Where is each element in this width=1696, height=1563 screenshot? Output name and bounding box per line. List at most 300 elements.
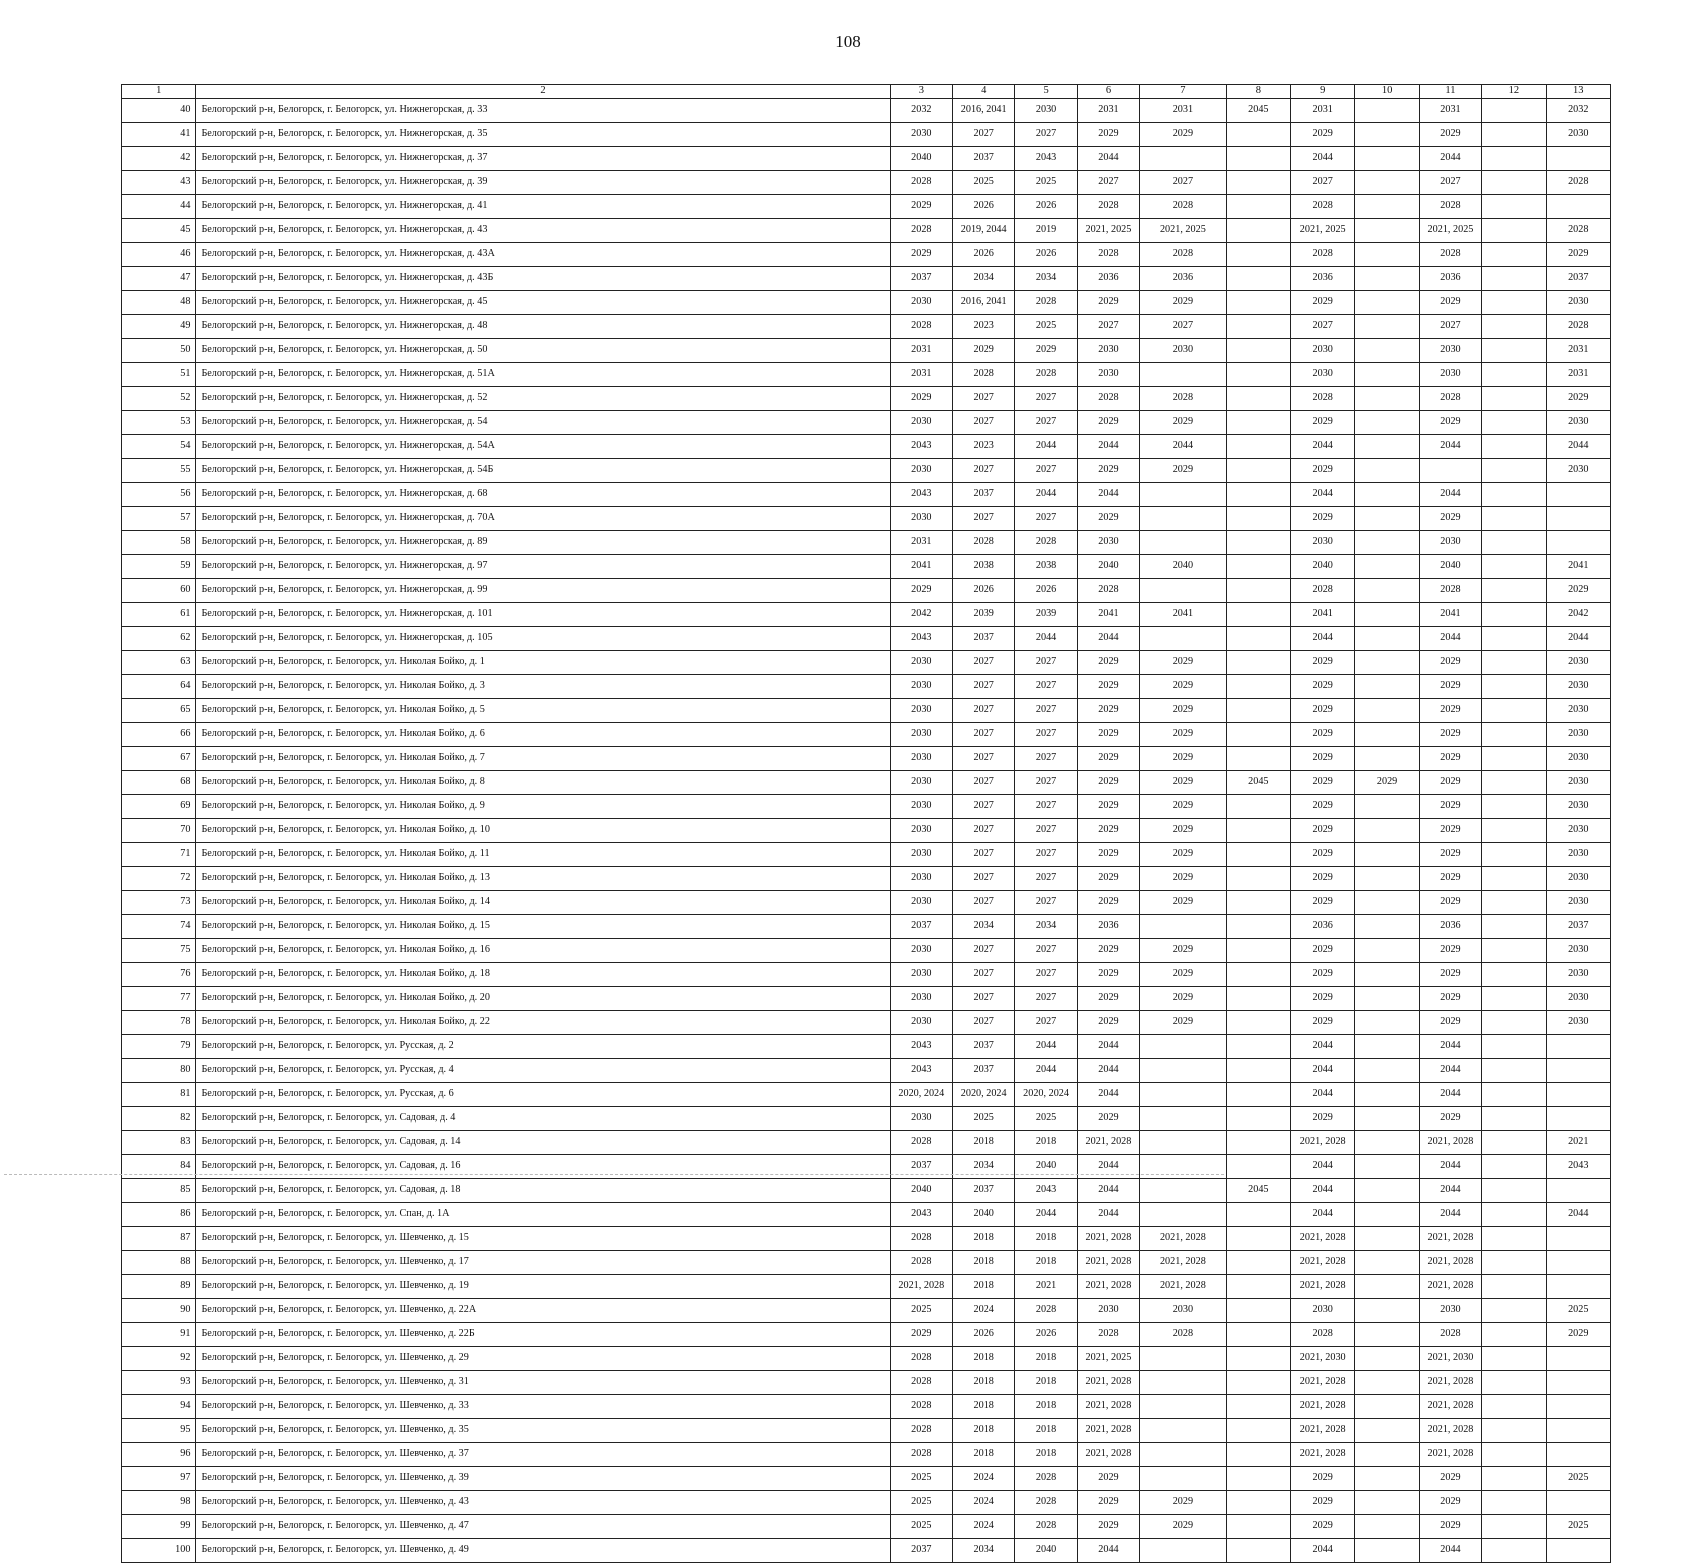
year-cell-col-3: 2030 <box>890 818 952 842</box>
year-cell-col-3: 2030 <box>890 938 952 962</box>
year-cell-col-9: 2021, 2028 <box>1291 1394 1355 1418</box>
year-cell-col-10 <box>1355 722 1419 746</box>
year-cell-col-12 <box>1482 362 1546 386</box>
year-cell-col-7: 2029 <box>1140 650 1227 674</box>
year-cell-col-8 <box>1226 890 1290 914</box>
year-cell-col-6: 2021, 2028 <box>1077 1274 1139 1298</box>
year-cell-col-11: 2041 <box>1419 602 1481 626</box>
year-cell-col-10 <box>1355 1418 1419 1442</box>
year-cell-col-12 <box>1482 146 1546 170</box>
table-row <box>122 434 1611 458</box>
year-cell-col-12 <box>1482 1202 1546 1226</box>
year-cell-col-6: 2029 <box>1077 674 1139 698</box>
year-cell-col-9: 2029 <box>1291 674 1355 698</box>
address-cell: Белогорский р-н, Белогорск, г. Белогорск, ул. Николая Бойко, д. 18 <box>196 962 890 986</box>
year-cell-col-11: 2029 <box>1419 890 1481 914</box>
year-cell-col-3: 2031 <box>890 530 952 554</box>
year-cell-col-5: 2034 <box>1015 266 1077 290</box>
year-cell-col-4: 2024 <box>953 1298 1015 1322</box>
year-cell-col-10 <box>1355 338 1419 362</box>
year-cell-col-9: 2044 <box>1291 146 1355 170</box>
year-cell-col-10 <box>1355 98 1419 122</box>
year-cell-col-11: 2030 <box>1419 338 1481 362</box>
year-cell-col-12 <box>1482 1370 1546 1394</box>
year-cell-col-10 <box>1355 794 1419 818</box>
year-cell-col-3: 2025 <box>890 1298 952 1322</box>
year-cell-col-11: 2028 <box>1419 194 1481 218</box>
table-row <box>122 386 1611 410</box>
year-cell-col-4: 2027 <box>953 818 1015 842</box>
table-row <box>122 338 1611 362</box>
year-cell-col-7 <box>1140 1202 1227 1226</box>
year-cell-col-7: 2029 <box>1140 818 1227 842</box>
year-cell-col-8 <box>1226 482 1290 506</box>
year-cell-col-13: 2030 <box>1546 818 1610 842</box>
year-cell-col-10 <box>1355 314 1419 338</box>
year-cell-col-11: 2029 <box>1419 506 1481 530</box>
year-cell-col-11: 2029 <box>1419 1490 1481 1514</box>
year-cell-col-10 <box>1355 506 1419 530</box>
year-cell-col-7: 2029 <box>1140 458 1227 482</box>
year-cell-col-8 <box>1226 1418 1290 1442</box>
year-cell-col-6: 2021, 2028 <box>1077 1226 1139 1250</box>
year-cell-col-12 <box>1482 170 1546 194</box>
row-number-cell: 63 <box>122 650 196 674</box>
year-cell-col-12 <box>1482 1514 1546 1538</box>
year-cell-col-12 <box>1482 1034 1546 1058</box>
table-row <box>122 1322 1611 1346</box>
year-cell-col-3: 2030 <box>890 458 952 482</box>
year-cell-col-10 <box>1355 1226 1419 1250</box>
year-cell-col-11: 2044 <box>1419 1082 1481 1106</box>
address-cell: Белогорский р-н, Белогорск, г. Белогорск, ул. Шевченко, д. 15 <box>196 1226 890 1250</box>
year-cell-col-12 <box>1482 314 1546 338</box>
year-cell-col-5: 2025 <box>1015 1106 1077 1130</box>
year-cell-col-11: 2030 <box>1419 362 1481 386</box>
year-cell-col-10 <box>1355 362 1419 386</box>
row-number-cell: 60 <box>122 578 196 602</box>
year-cell-col-10 <box>1355 122 1419 146</box>
table-row <box>122 602 1611 626</box>
row-number-cell: 89 <box>122 1274 196 1298</box>
table-row <box>122 314 1611 338</box>
year-cell-col-12 <box>1482 266 1546 290</box>
year-cell-col-13: 2025 <box>1546 1514 1610 1538</box>
year-cell-col-9: 2028 <box>1291 1322 1355 1346</box>
scan-edge-line <box>4 1174 1224 1175</box>
year-cell-col-7: 2030 <box>1140 338 1227 362</box>
year-cell-col-11: 2029 <box>1419 122 1481 146</box>
year-cell-col-12 <box>1482 842 1546 866</box>
year-cell-col-9: 2021, 2028 <box>1291 1442 1355 1466</box>
year-cell-col-7: 2029 <box>1140 746 1227 770</box>
year-cell-col-11: 2029 <box>1419 794 1481 818</box>
year-cell-col-8 <box>1226 1202 1290 1226</box>
year-cell-col-9: 2030 <box>1291 1298 1355 1322</box>
year-cell-col-7: 2028 <box>1140 386 1227 410</box>
year-cell-col-13: 2025 <box>1546 1466 1610 1490</box>
year-cell-col-5: 2026 <box>1015 242 1077 266</box>
year-cell-col-11: 2040 <box>1419 554 1481 578</box>
table-row <box>122 1250 1611 1274</box>
year-cell-col-8 <box>1226 362 1290 386</box>
year-cell-col-5: 2028 <box>1015 1490 1077 1514</box>
year-cell-col-10 <box>1355 290 1419 314</box>
year-cell-col-8 <box>1226 914 1290 938</box>
year-cell-col-9: 2021, 2025 <box>1291 218 1355 242</box>
year-cell-col-11: 2028 <box>1419 386 1481 410</box>
year-cell-col-4: 2016, 2041 <box>953 290 1015 314</box>
year-cell-col-6: 2021, 2028 <box>1077 1250 1139 1274</box>
row-number-cell: 98 <box>122 1490 196 1514</box>
year-cell-col-10: 2029 <box>1355 770 1419 794</box>
year-cell-col-4: 2023 <box>953 314 1015 338</box>
year-cell-col-9: 2030 <box>1291 362 1355 386</box>
year-cell-col-3: 2030 <box>890 722 952 746</box>
row-number-cell: 82 <box>122 1106 196 1130</box>
year-cell-col-11: 2044 <box>1419 626 1481 650</box>
address-cell: Белогорский р-н, Белогорск, г. Белогорск, ул. Нижнегорская, д. 54 <box>196 410 890 434</box>
table-row <box>122 674 1611 698</box>
year-cell-col-12 <box>1482 962 1546 986</box>
year-cell-col-7 <box>1140 1538 1227 1562</box>
year-cell-col-7: 2029 <box>1140 290 1227 314</box>
address-cell: Белогорский р-н, Белогорск, г. Белогорск, ул. Нижнегорская, д. 33 <box>196 98 890 122</box>
year-cell-col-6: 2029 <box>1077 722 1139 746</box>
year-cell-col-4: 2034 <box>953 914 1015 938</box>
table-row <box>122 242 1611 266</box>
row-number-cell: 77 <box>122 986 196 1010</box>
year-cell-col-3: 2021, 2028 <box>890 1274 952 1298</box>
year-cell-col-5: 2043 <box>1015 1178 1077 1202</box>
year-cell-col-11: 2029 <box>1419 698 1481 722</box>
year-cell-col-11: 2036 <box>1419 266 1481 290</box>
year-cell-col-5: 2020, 2024 <box>1015 1082 1077 1106</box>
year-cell-col-5: 2040 <box>1015 1538 1077 1562</box>
year-cell-col-6: 2029 <box>1077 986 1139 1010</box>
year-cell-col-8 <box>1226 698 1290 722</box>
year-cell-col-11: 2029 <box>1419 1106 1481 1130</box>
year-cell-col-13 <box>1546 1034 1610 1058</box>
year-cell-col-13: 2030 <box>1546 650 1610 674</box>
column-header-3: 3 <box>890 85 952 99</box>
year-cell-col-13: 2044 <box>1546 626 1610 650</box>
row-number-cell: 100 <box>122 1538 196 1562</box>
year-cell-col-3: 2028 <box>890 1130 952 1154</box>
year-cell-col-11: 2044 <box>1419 434 1481 458</box>
year-cell-col-6: 2030 <box>1077 362 1139 386</box>
year-cell-col-8 <box>1226 170 1290 194</box>
address-cell: Белогорский р-н, Белогорск, г. Белогорск, ул. Нижнегорская, д. 68 <box>196 482 890 506</box>
table-row <box>122 1346 1611 1370</box>
table-row <box>122 218 1611 242</box>
year-cell-col-13 <box>1546 1490 1610 1514</box>
year-cell-col-11: 2030 <box>1419 530 1481 554</box>
year-cell-col-3: 2031 <box>890 338 952 362</box>
row-number-cell: 99 <box>122 1514 196 1538</box>
year-cell-col-6: 2029 <box>1077 458 1139 482</box>
year-cell-col-11: 2029 <box>1419 818 1481 842</box>
year-cell-col-10 <box>1355 626 1419 650</box>
year-cell-col-5: 2040 <box>1015 1154 1077 1178</box>
year-cell-col-4: 2027 <box>953 746 1015 770</box>
year-cell-col-4: 2027 <box>953 842 1015 866</box>
year-cell-col-10 <box>1355 842 1419 866</box>
year-cell-col-11: 2027 <box>1419 170 1481 194</box>
year-cell-col-6: 2028 <box>1077 1322 1139 1346</box>
row-number-cell: 94 <box>122 1394 196 1418</box>
year-cell-col-7: 2029 <box>1140 842 1227 866</box>
year-cell-col-12 <box>1482 410 1546 434</box>
row-number-cell: 88 <box>122 1250 196 1274</box>
year-cell-col-7: 2029 <box>1140 890 1227 914</box>
year-cell-col-5: 2028 <box>1015 362 1077 386</box>
year-cell-col-6: 2027 <box>1077 170 1139 194</box>
year-cell-col-4: 2034 <box>953 1154 1015 1178</box>
year-cell-col-11: 2021, 2028 <box>1419 1274 1481 1298</box>
table-row <box>122 986 1611 1010</box>
row-number-cell: 48 <box>122 290 196 314</box>
year-cell-col-12 <box>1482 434 1546 458</box>
year-cell-col-7: 2021, 2028 <box>1140 1226 1227 1250</box>
table-row <box>122 410 1611 434</box>
year-cell-col-6: 2030 <box>1077 1298 1139 1322</box>
year-cell-col-3: 2030 <box>890 866 952 890</box>
year-cell-col-3: 2028 <box>890 1370 952 1394</box>
year-cell-col-13 <box>1546 482 1610 506</box>
year-cell-col-9: 2021, 2030 <box>1291 1346 1355 1370</box>
year-cell-col-12 <box>1482 1466 1546 1490</box>
year-cell-col-8 <box>1226 1106 1290 1130</box>
year-cell-col-7 <box>1140 626 1227 650</box>
year-cell-col-13: 2032 <box>1546 98 1610 122</box>
year-cell-col-7: 2021, 2025 <box>1140 218 1227 242</box>
year-cell-col-13: 2028 <box>1546 314 1610 338</box>
row-number-cell: 80 <box>122 1058 196 1082</box>
year-cell-col-4: 2018 <box>953 1394 1015 1418</box>
year-cell-col-8 <box>1226 1058 1290 1082</box>
address-cell: Белогорский р-н, Белогорск, г. Белогорск, ул. Николая Бойко, д. 20 <box>196 986 890 1010</box>
year-cell-col-6: 2044 <box>1077 1034 1139 1058</box>
year-cell-col-6: 2029 <box>1077 506 1139 530</box>
year-cell-col-13 <box>1546 1274 1610 1298</box>
year-cell-col-5: 2018 <box>1015 1442 1077 1466</box>
year-cell-col-3: 2030 <box>890 842 952 866</box>
year-cell-col-3: 2030 <box>890 506 952 530</box>
year-cell-col-12 <box>1482 1442 1546 1466</box>
year-cell-col-8 <box>1226 1322 1290 1346</box>
table-header-row <box>122 85 1611 99</box>
year-cell-col-3: 2043 <box>890 482 952 506</box>
year-cell-col-6: 2044 <box>1077 1538 1139 1562</box>
year-cell-col-5: 2018 <box>1015 1250 1077 1274</box>
year-cell-col-9: 2044 <box>1291 482 1355 506</box>
year-cell-col-9: 2029 <box>1291 410 1355 434</box>
year-cell-col-4: 2027 <box>953 650 1015 674</box>
table-row <box>122 290 1611 314</box>
year-cell-col-9: 2027 <box>1291 170 1355 194</box>
year-cell-col-10 <box>1355 1466 1419 1490</box>
table-row <box>122 1490 1611 1514</box>
row-number-cell: 79 <box>122 1034 196 1058</box>
year-cell-col-6: 2029 <box>1077 290 1139 314</box>
year-cell-col-3: 2042 <box>890 602 952 626</box>
year-cell-col-9: 2021, 2028 <box>1291 1226 1355 1250</box>
year-cell-col-10 <box>1355 650 1419 674</box>
year-cell-col-10 <box>1355 146 1419 170</box>
year-cell-col-12 <box>1482 746 1546 770</box>
year-cell-col-9: 2029 <box>1291 962 1355 986</box>
year-cell-col-9: 2027 <box>1291 314 1355 338</box>
column-header-7: 7 <box>1140 85 1227 99</box>
year-cell-col-7: 2028 <box>1140 1322 1227 1346</box>
row-number-cell: 68 <box>122 770 196 794</box>
row-number-cell: 95 <box>122 1418 196 1442</box>
year-cell-col-4: 2027 <box>953 986 1015 1010</box>
year-cell-col-6: 2029 <box>1077 890 1139 914</box>
year-cell-col-3: 2030 <box>890 290 952 314</box>
year-cell-col-11: 2029 <box>1419 866 1481 890</box>
table-row <box>122 1298 1611 1322</box>
year-cell-col-12 <box>1482 506 1546 530</box>
table-row <box>122 506 1611 530</box>
row-number-cell: 90 <box>122 1298 196 1322</box>
year-cell-col-11: 2021, 2028 <box>1419 1250 1481 1274</box>
year-cell-col-9: 2029 <box>1291 866 1355 890</box>
year-cell-col-4: 2026 <box>953 578 1015 602</box>
year-cell-col-3: 2037 <box>890 1538 952 1562</box>
year-cell-col-13: 2030 <box>1546 866 1610 890</box>
year-cell-col-6: 2021, 2028 <box>1077 1394 1139 1418</box>
year-cell-col-7 <box>1140 1058 1227 1082</box>
year-cell-col-4: 2039 <box>953 602 1015 626</box>
row-number-cell: 66 <box>122 722 196 746</box>
year-cell-col-8 <box>1226 1466 1290 1490</box>
year-cell-col-7: 2029 <box>1140 794 1227 818</box>
year-cell-col-6: 2029 <box>1077 1106 1139 1130</box>
address-cell: Белогорский р-н, Белогорск, г. Белогорск, ул. Нижнегорская, д. 35 <box>196 122 890 146</box>
year-cell-col-12 <box>1482 338 1546 362</box>
address-cell: Белогорский р-н, Белогорск, г. Белогорск, ул. Нижнегорская, д. 48 <box>196 314 890 338</box>
year-cell-col-10 <box>1355 1202 1419 1226</box>
year-cell-col-12 <box>1482 626 1546 650</box>
year-cell-col-5: 2021 <box>1015 1274 1077 1298</box>
year-cell-col-6: 2036 <box>1077 266 1139 290</box>
year-cell-col-8 <box>1226 1226 1290 1250</box>
year-cell-col-9: 2029 <box>1291 1466 1355 1490</box>
year-cell-col-4: 2023 <box>953 434 1015 458</box>
year-cell-col-10 <box>1355 1346 1419 1370</box>
address-cell: Белогорский р-н, Белогорск, г. Белогорск, ул. Нижнегорская, д. 43Б <box>196 266 890 290</box>
year-cell-col-7: 2029 <box>1140 698 1227 722</box>
year-cell-col-7: 2029 <box>1140 1514 1227 1538</box>
year-cell-col-9: 2044 <box>1291 1058 1355 1082</box>
year-cell-col-6: 2028 <box>1077 578 1139 602</box>
year-cell-col-12 <box>1482 578 1546 602</box>
table-row <box>122 1058 1611 1082</box>
year-cell-col-6: 2044 <box>1077 146 1139 170</box>
year-cell-col-5: 2027 <box>1015 986 1077 1010</box>
row-number-cell: 92 <box>122 1346 196 1370</box>
year-cell-col-3: 2025 <box>890 1514 952 1538</box>
year-cell-col-8: 2045 <box>1226 770 1290 794</box>
year-cell-col-12 <box>1482 818 1546 842</box>
year-cell-col-6: 2029 <box>1077 794 1139 818</box>
year-cell-col-4: 2027 <box>953 386 1015 410</box>
year-cell-col-11: 2044 <box>1419 482 1481 506</box>
year-cell-col-7: 2029 <box>1140 1010 1227 1034</box>
year-cell-col-9: 2040 <box>1291 554 1355 578</box>
year-cell-col-8: 2045 <box>1226 1178 1290 1202</box>
address-cell: Белогорский р-н, Белогорск, г. Белогорск, ул. Нижнегорская, д. 39 <box>196 170 890 194</box>
table-row <box>122 1082 1611 1106</box>
row-number-cell: 91 <box>122 1322 196 1346</box>
year-cell-col-10 <box>1355 1034 1419 1058</box>
year-cell-col-3: 2040 <box>890 1178 952 1202</box>
year-cell-col-11: 2029 <box>1419 1466 1481 1490</box>
year-cell-col-4: 2026 <box>953 1322 1015 1346</box>
year-cell-col-11: 2029 <box>1419 1010 1481 1034</box>
year-cell-col-11: 2029 <box>1419 842 1481 866</box>
column-header-4: 4 <box>953 85 1015 99</box>
year-cell-col-11: 2029 <box>1419 1514 1481 1538</box>
address-cell: Белогорский р-н, Белогорск, г. Белогорск, ул. Николая Бойко, д. 8 <box>196 770 890 794</box>
year-cell-col-7 <box>1140 914 1227 938</box>
year-cell-col-3: 2043 <box>890 1202 952 1226</box>
year-cell-col-12 <box>1482 458 1546 482</box>
year-cell-col-8 <box>1226 290 1290 314</box>
year-cell-col-8 <box>1226 1346 1290 1370</box>
year-cell-col-7: 2027 <box>1140 314 1227 338</box>
year-cell-col-6: 2044 <box>1077 626 1139 650</box>
year-cell-col-7: 2029 <box>1140 410 1227 434</box>
year-cell-col-8 <box>1226 794 1290 818</box>
year-cell-col-5: 2027 <box>1015 1010 1077 1034</box>
year-cell-col-9: 2029 <box>1291 1106 1355 1130</box>
year-cell-col-10 <box>1355 818 1419 842</box>
year-cell-col-7 <box>1140 506 1227 530</box>
table-row <box>122 818 1611 842</box>
year-cell-col-10 <box>1355 698 1419 722</box>
year-cell-col-7: 2028 <box>1140 194 1227 218</box>
year-cell-col-7: 2021, 2028 <box>1140 1274 1227 1298</box>
year-cell-col-3: 2030 <box>890 770 952 794</box>
year-cell-col-4: 2027 <box>953 698 1015 722</box>
address-cell: Белогорский р-н, Белогорск, г. Белогорск, ул. Русская, д. 4 <box>196 1058 890 1082</box>
year-cell-col-3: 2028 <box>890 1418 952 1442</box>
year-cell-col-11: 2029 <box>1419 290 1481 314</box>
year-cell-col-3: 2029 <box>890 194 952 218</box>
address-cell: Белогорский р-н, Белогорск, г. Белогорск, ул. Спан, д. 1А <box>196 1202 890 1226</box>
table-row <box>122 698 1611 722</box>
year-cell-col-6: 2029 <box>1077 962 1139 986</box>
year-cell-col-10 <box>1355 410 1419 434</box>
column-header-1: 1 <box>122 85 196 99</box>
year-cell-col-12 <box>1482 482 1546 506</box>
year-cell-col-9: 2029 <box>1291 650 1355 674</box>
address-cell: Белогорский р-н, Белогорск, г. Белогорск, ул. Николая Бойко, д. 9 <box>196 794 890 818</box>
year-cell-col-13: 2029 <box>1546 578 1610 602</box>
address-cell: Белогорский р-н, Белогорск, г. Белогорск, ул. Шевченко, д. 29 <box>196 1346 890 1370</box>
year-cell-col-13: 2030 <box>1546 698 1610 722</box>
year-cell-col-9: 2029 <box>1291 938 1355 962</box>
year-cell-col-11: 2031 <box>1419 98 1481 122</box>
year-cell-col-11: 2029 <box>1419 938 1481 962</box>
year-cell-col-10 <box>1355 482 1419 506</box>
year-cell-col-5: 2027 <box>1015 794 1077 818</box>
year-cell-col-4: 2026 <box>953 242 1015 266</box>
year-cell-col-13: 2044 <box>1546 434 1610 458</box>
